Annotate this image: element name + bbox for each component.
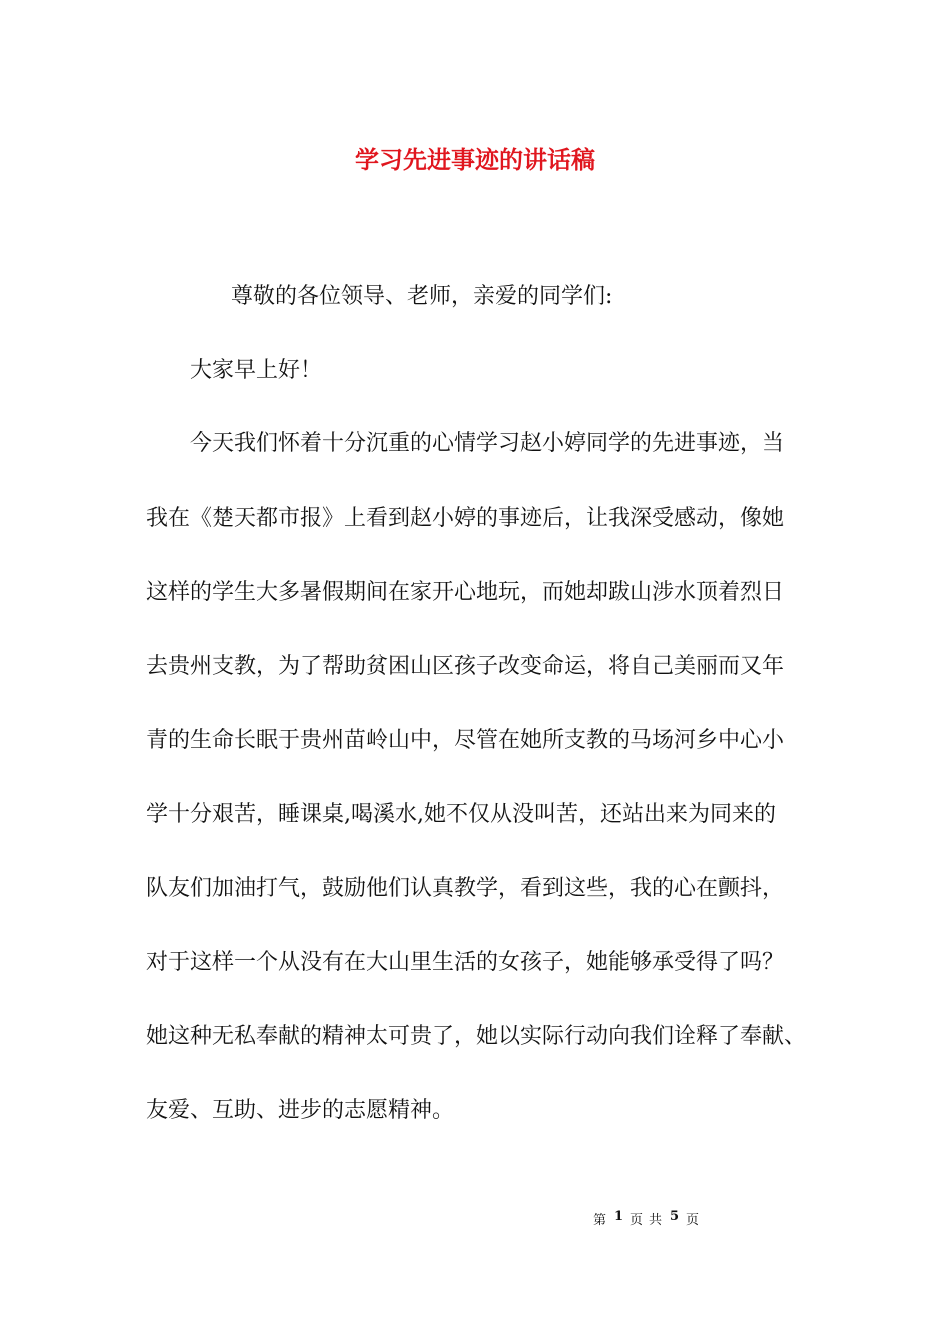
footer-label-total-suffix: 页 [686,1213,700,1228]
document-title: 学习先进事迹的讲话稿 [355,145,595,174]
body-line: 去贵州支教，为了帮助贫困山区孩子改变命运，将自己美丽而又年 [146,654,785,679]
salutation-line: 大家早上好！ [190,358,323,383]
footer-total-pages: 5 [670,1209,680,1224]
body-line: 学十分艰苦，睡课桌,喝溪水,她不仅从没叫苦，还站出来为同来的 [146,802,776,827]
footer-label-page: 第 [593,1213,607,1228]
body-line: 这样的学生大多暑假期间在家开心地玩，而她却跋山涉水顶着烈日 [146,580,785,605]
footer-label-page-suffix: 页 [630,1213,644,1228]
body-line: 对于这样一个从没有在大山里生活的女孩子，她能够承受得了吗？ [146,950,785,975]
footer-current-page: 1 [614,1209,624,1224]
body-line: 我在《楚天都市报》上看到赵小婷的事迹后，让我深受感动，像她 [146,506,785,531]
body-line: 青的生命长眠于贵州苗岭山中，尽管在她所支教的马场河乡中心小 [146,728,785,753]
footer-label-total: 共 [649,1213,663,1228]
body-line: 友爱、互助、进步的志愿精神。 [146,1098,455,1123]
body-line: 今天我们怀着十分沉重的心情学习赵小婷同学的先进事迹，当 [190,431,785,456]
body-line: 她这种无私奉献的精神太可贵了，她以实际行动向我们诠释了奉献、 [146,1024,807,1049]
greeting-line: 尊敬的各位领导、老师，亲爱的同学们: [231,284,613,309]
body-line: 队友们加油打气，鼓励他们认真教学，看到这些，我的心在颤抖， [146,876,785,901]
